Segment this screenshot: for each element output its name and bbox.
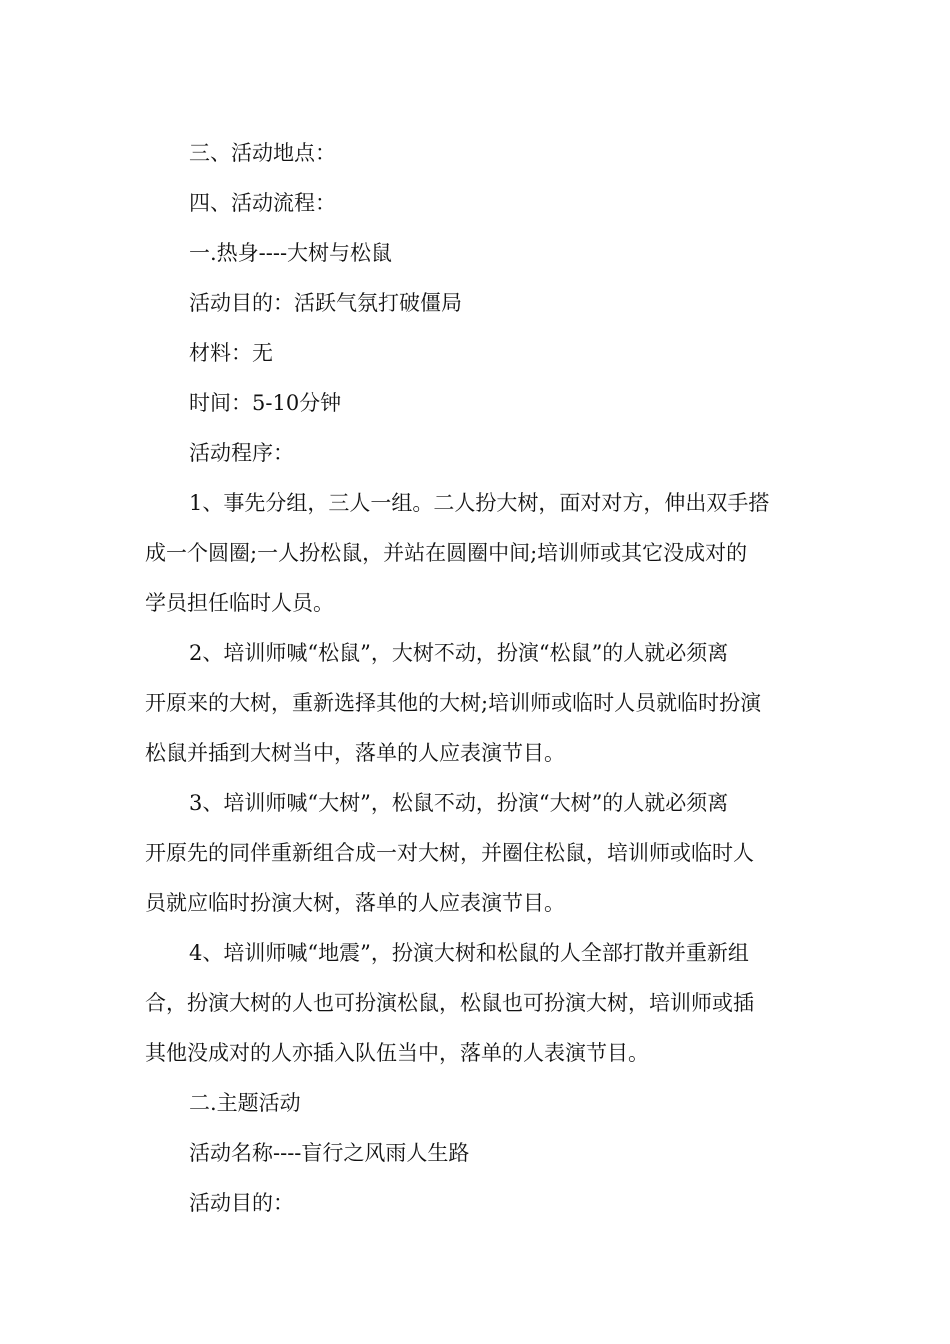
paragraph-line: 开原来的大树，重新选择其他的大树;培训师或临时人员就临时扮演: [145, 691, 762, 715]
warmup-materials: 材料：无: [189, 341, 273, 365]
paragraph-line: 4、培训师喊“地震”，扮演大树和松鼠的人全部打散并重新组: [189, 941, 749, 965]
paragraph-line: 开原先的同伴重新组合成一对大树，并圈住松鼠，培训师或临时人: [145, 841, 754, 865]
subsection-warmup-title: 一.热身----大树与松鼠: [189, 241, 393, 265]
paragraph-line: 松鼠并插到大树当中，落单的人应表演节目。: [145, 741, 565, 765]
paragraph-line: 员就应临时扮演大树，落单的人应表演节目。: [145, 891, 565, 915]
warmup-time: 时间：5-10分钟: [189, 391, 342, 415]
paragraph-line: 1、事先分组，三人一组。二人扮大树，面对对方，伸出双手搭: [189, 491, 770, 515]
document-body: [145, 128, 810, 1228]
procedure-step-4: [145, 928, 810, 1078]
section-heading-process: 四、活动流程：: [189, 191, 336, 215]
main-activity-purpose: 活动目的：: [189, 1191, 294, 1215]
procedure-step-1: [145, 478, 810, 628]
warmup-procedure-heading: 活动程序：: [189, 441, 294, 465]
paragraph-line: 成一个圆圈;一人扮松鼠，并站在圆圈中间;培训师或其它没成对的: [145, 541, 748, 565]
paragraph-line: 其他没成对的人亦插入队伍当中，落单的人表演节目。: [145, 1041, 649, 1065]
subsection-main-activity-title: 二.主题活动: [189, 1091, 301, 1115]
paragraph-line: 合，扮演大树的人也可扮演松鼠，松鼠也可扮演大树，培训师或插: [145, 991, 754, 1015]
paragraph-line: 3、培训师喊“大树”，松鼠不动，扮演“大树”的人就必须离: [189, 791, 729, 815]
paragraph-line: 学员担任临时人员。: [145, 591, 334, 615]
procedure-step-2: [145, 628, 810, 778]
warmup-purpose: 活动目的：活跃气氛打破僵局: [189, 291, 462, 315]
paragraph-line: 2、培训师喊“松鼠”，大树不动，扮演“松鼠”的人就必须离: [189, 641, 729, 665]
section-heading-location: 三、活动地点：: [189, 141, 336, 165]
main-activity-name: 活动名称----盲行之风雨人生路: [189, 1141, 470, 1165]
procedure-step-3: [145, 778, 810, 928]
